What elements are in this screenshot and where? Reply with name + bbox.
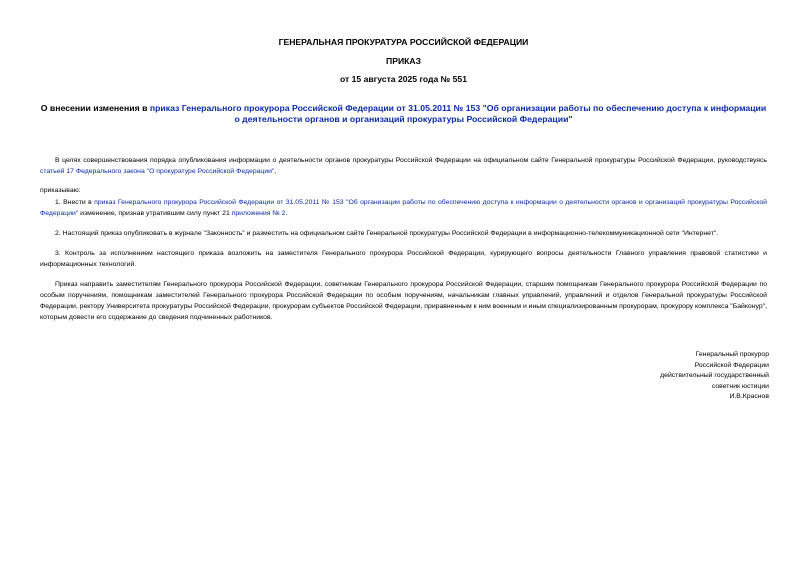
title-order-link[interactable]: приказ Генерального прокурора Российской Федерации от 31.05.2011 № 153 "Об организации работы по обеспечению доступа к информации о деятельности органов и организаций прокуратуры Российской Федерации": [149, 103, 767, 124]
item-1-paragraph: [40, 197, 767, 219]
item-1-tail: .: [285, 210, 288, 217]
org-heading: ГЕНЕРАЛЬНАЯ ПРОКУРАТУРА РОССИЙСКОЙ ФЕДЕРАЦИИ: [278, 37, 529, 47]
signature-line-3: действительный государственный: [660, 372, 769, 380]
preamble-paragraph: [40, 155, 767, 177]
signature-line-1: Генеральный прокурор: [695, 351, 769, 358]
item-3-paragraph: 3. Контроль за исполнением настоящего приказа возложить на заместителя Генерального прокурора Российской Федерации, курирующего вопросы деятельности Главного управления правовой статистики и информационных технологий.: [40, 250, 767, 268]
preamble-text: В целях совершенствования порядка опубликования информации о деятельности органов прокуратуры Российской Федерации на официальном сайте Генеральной прокуратуры Российской Федерации, руководствуясь: [55, 157, 767, 164]
document-title: [40, 103, 767, 125]
item-1-prefix: 1. Внести в: [55, 199, 95, 206]
date-number-heading: от 15 августа 2025 года № 551: [340, 74, 467, 84]
preamble-law-link[interactable]: статьей 17 Федерального закона "О прокуратуре Российской Федерации": [40, 168, 275, 175]
title-prefix: О внесении изменения в: [40, 103, 150, 113]
signature-line-2: Российской Федерации: [694, 361, 769, 369]
order-word: приказываю:: [40, 187, 81, 194]
item-1-middle: изменение, признав утратившим силу пункт 21: [78, 210, 232, 217]
doc-type-heading: ПРИКАЗ: [386, 56, 421, 66]
signature-block: [609, 350, 769, 403]
preamble-tail: ,: [274, 168, 277, 175]
item-1-order-link[interactable]: приказ Генерального прокурора Российской Федерации от 31.05.2011 № 153 "Об организации работы по обеспечению доступа к информации о деятельности органов и организаций прокуратуры Российской Федерации": [40, 199, 767, 217]
signature-name: И.В.Краснов: [729, 393, 769, 401]
distribution-paragraph: Приказ направить заместителям Генерального прокурора Российской Федерации, советникам Генерального прокурора Российской Федерации, старшим помощникам Генерального прокурора Российской Федерации по особым поручениям, помощникам заместителей Генерального прокурора Российской Федерации по особым поручениям, начальникам главных управлений, управлений и отделов Генеральной прокуратуры Российской Федерации, ректору Университета прокуратуры Российской Федерации, прокурорам субъектов Российской Федерации, приравненным к ним военным и иным специализированным прокурорам, прокурору комплекса "Байконур", которым довести его содержание до сведения подчиненных работников.: [40, 281, 767, 321]
item-2-paragraph: 2. Настоящий приказ опубликовать в журнале "Законность" и разместить на официальном сайте Генеральной прокуратуры Российской Федерации в информационно-телекоммуникационной сети "Интернет".: [55, 230, 719, 237]
signature-line-4: советник юстиции: [711, 382, 769, 390]
item-1-appendix-link[interactable]: приложения № 2: [231, 210, 286, 217]
